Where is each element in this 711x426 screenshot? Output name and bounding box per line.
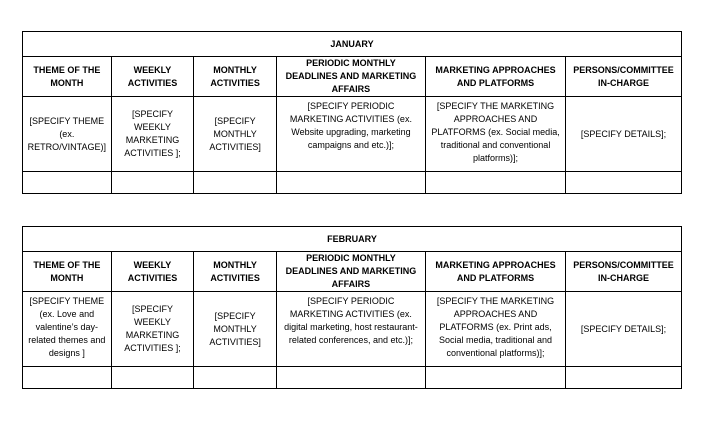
empty-cell[interactable]	[23, 172, 112, 194]
month-title: JANUARY	[23, 32, 682, 57]
empty-cell[interactable]	[566, 172, 682, 194]
header-theme: THEME OF THE MONTH	[23, 57, 112, 97]
header-theme: THEME OF THE MONTH	[23, 252, 112, 292]
february-table	[22, 226, 682, 389]
empty-cell[interactable]	[194, 367, 277, 389]
cell-approaches[interactable]: [SPECIFY THE MARKETING APPROACHES AND PLATFORMS (ex. Print ads, Social media, traditional and conventional platforms)];	[425, 292, 565, 367]
header-monthly: MONTHLY ACTIVITIES	[194, 252, 277, 292]
empty-cell[interactable]	[194, 172, 277, 194]
cell-theme[interactable]: [SPECIFY THEME (ex. Love and valentine’s day-related themes and designs ]	[23, 292, 112, 367]
cell-weekly[interactable]: [SPECIFY WEEKLY MARKETING ACTIVITIES ];	[111, 97, 194, 172]
header-persons: PERSONS/COMMITTEE IN-CHARGE	[566, 252, 682, 292]
cell-monthly[interactable]: [SPECIFY MONTHLY ACTIVITIES]	[194, 292, 277, 367]
empty-cell[interactable]	[566, 367, 682, 389]
header-weekly: WEEKLY ACTIVITIES	[111, 57, 194, 97]
empty-cell[interactable]	[276, 172, 425, 194]
cell-theme[interactable]: [SPECIFY THEME (ex. RETRO/VINTAGE)]	[23, 97, 112, 172]
empty-cell[interactable]	[425, 367, 565, 389]
header-approaches: MARKETING APPROACHES AND PLATFORMS	[425, 252, 565, 292]
january-table	[22, 31, 682, 194]
cell-weekly[interactable]: [SPECIFY WEEKLY MARKETING ACTIVITIES ];	[111, 292, 194, 367]
cell-persons[interactable]: [SPECIFY DETAILS];	[566, 292, 682, 367]
empty-cell[interactable]	[276, 367, 425, 389]
header-monthly: MONTHLY ACTIVITIES	[194, 57, 277, 97]
header-deadlines: PERIODIC MONTHLY DEADLINES AND MARKETING AFFAIRS	[276, 57, 425, 97]
empty-cell[interactable]	[111, 367, 194, 389]
header-weekly: WEEKLY ACTIVITIES	[111, 252, 194, 292]
cell-persons[interactable]: [SPECIFY DETAILS];	[566, 97, 682, 172]
cell-approaches[interactable]: [SPECIFY THE MARKETING APPROACHES AND PLATFORMS (ex. Social media, traditional and conventional platforms)];	[426, 97, 566, 172]
cell-deadlines[interactable]: [SPECIFY PERIODIC MARKETING ACTIVITIES (ex. Website upgrading, marketing campaigns and etc.)];	[276, 97, 425, 172]
header-deadlines: PERIODIC MONTHLY DEADLINES AND MARKETING AFFAIRS	[276, 252, 425, 292]
month-title: FEBRUARY	[23, 227, 682, 252]
cell-deadlines[interactable]: [SPECIFY PERIODIC MARKETING ACTIVITIES (ex. digital marketing, host restaurant-related conferences, and etc.)];	[276, 292, 425, 367]
cell-monthly[interactable]: [SPECIFY MONTHLY ACTIVITIES]	[194, 97, 277, 172]
header-approaches: MARKETING APPROACHES AND PLATFORMS	[426, 57, 566, 97]
empty-cell[interactable]	[23, 367, 112, 389]
empty-cell[interactable]	[426, 172, 566, 194]
empty-cell[interactable]	[111, 172, 194, 194]
header-persons: PERSONS/COMMITTEE IN-CHARGE	[566, 57, 682, 97]
